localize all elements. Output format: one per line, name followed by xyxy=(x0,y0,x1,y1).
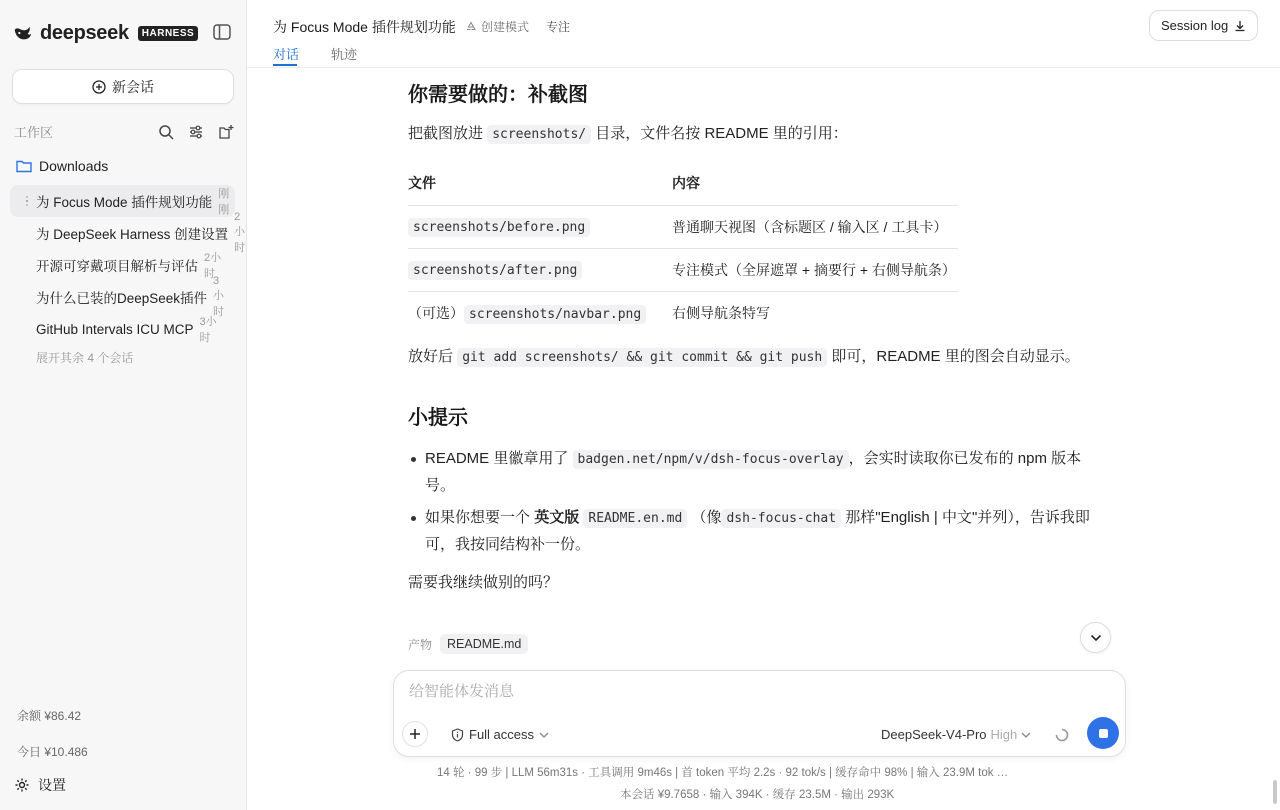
session-item[interactable] xyxy=(10,313,235,345)
chevron-down-icon xyxy=(1021,732,1031,738)
attach-button[interactable] xyxy=(402,721,428,747)
new-chat-label: 新会话 xyxy=(112,78,154,95)
stop-button[interactable] xyxy=(1087,717,1119,749)
folder-downloads[interactable] xyxy=(16,158,108,174)
message-input[interactable] xyxy=(409,683,1099,700)
text: 那样"English | 中文"并列），告诉我即可，我按同结构补一份。 xyxy=(425,509,1090,553)
text: README 里徽章用了 xyxy=(425,450,569,467)
column-header: 文件 xyxy=(408,162,672,205)
reasoning-level: High xyxy=(990,727,1018,742)
table-cell xyxy=(408,291,672,334)
folder-name: Downloads xyxy=(39,158,109,174)
plus-circle-icon xyxy=(92,80,106,94)
settings-label: 设置 xyxy=(38,777,66,793)
table-cell: 右侧导航条特写 xyxy=(672,304,770,321)
expand-more-sessions[interactable]: 展开其余 4 个会话 xyxy=(36,351,134,365)
focus-label[interactable]: 专注 xyxy=(546,20,571,34)
closing-question: 需要我继续做别的吗？ xyxy=(408,574,559,591)
text: 把截图放进 xyxy=(408,125,484,142)
access-level-select[interactable] xyxy=(451,727,549,742)
workspace-label: 工作区 xyxy=(14,125,54,140)
usage-stats: 14 轮 · 99 步 | LLM 56m31s · 工具调用 9m46s | 首 token 平均 2.2s · 92 tok/s | 缓存命中 98% | 输入 23.9M tok … xyxy=(437,767,1009,779)
filter-sliders-icon[interactable] xyxy=(188,124,204,140)
paragraph xyxy=(408,121,1108,148)
session-time: 3小时 xyxy=(213,275,225,318)
session-title: 为什么已装的DeepSeek插件 xyxy=(36,291,208,306)
session-title: 为 Focus Mode 插件规划功能 xyxy=(36,195,213,210)
logo[interactable] xyxy=(12,20,198,46)
balance: 余额 ¥86.42 xyxy=(17,709,82,723)
new-folder-icon[interactable] xyxy=(218,124,234,140)
download-icon xyxy=(1234,20,1246,32)
artifacts xyxy=(408,634,528,654)
settings-button[interactable] xyxy=(14,775,66,795)
session-item[interactable] xyxy=(10,211,246,254)
table-cell xyxy=(408,205,672,248)
table-row xyxy=(408,205,958,248)
section-heading: 你需要做的：补截图 xyxy=(408,84,588,106)
workspace-header xyxy=(14,122,234,141)
session-title: 为 DeepSeek Harness 创建设置 xyxy=(36,227,229,242)
session-item[interactable] xyxy=(10,275,235,318)
inline-code: screenshots/ xyxy=(487,125,591,144)
table-cell: 普通聊天视图（含标题区 / 输入区 / 工具卡） xyxy=(672,205,958,248)
text: ，会实时读取你已发布的 npm 版本号。 xyxy=(425,450,1082,494)
text: 即可，README 里的图会自动显示。 xyxy=(831,348,1080,365)
mode-label: 创建模式 xyxy=(481,20,530,34)
chevron-down-icon xyxy=(1090,634,1102,642)
mode-indicator[interactable] xyxy=(465,18,529,35)
paragraph xyxy=(408,344,1108,371)
session-time: 2小时 xyxy=(204,252,222,280)
active-tab-indicator xyxy=(273,64,297,66)
loading-spinner-icon xyxy=(1055,728,1069,742)
harness-badge: HARNESS xyxy=(138,26,198,41)
optional-prefix: （可选） xyxy=(408,304,464,321)
sidebar-toggle-icon[interactable] xyxy=(213,24,231,40)
tips-list xyxy=(408,446,1108,558)
session-title: GitHub Intervals ICU MCP xyxy=(36,321,194,337)
model-name: DeepSeek-V4-Pro xyxy=(881,727,987,742)
scroll-to-bottom-button[interactable] xyxy=(1080,622,1111,653)
new-chat-button[interactable] xyxy=(12,69,234,104)
gear-icon xyxy=(14,777,30,793)
table-row xyxy=(408,291,958,334)
deepseek-whale-icon xyxy=(12,22,34,44)
tab-conversation[interactable]: 对话 xyxy=(273,47,300,62)
cost-stats: 本会话 ¥9.7658 · 输入 394K · 缓存 23.5M · 输出 293K xyxy=(620,789,895,801)
session-title: 开源可穿戴项目解析与评估 xyxy=(36,259,198,274)
inline-code: dsh-focus-chat xyxy=(721,509,841,528)
file-path: screenshots/before.png xyxy=(408,218,590,237)
session-log-button[interactable] xyxy=(1149,10,1258,41)
composer xyxy=(393,670,1126,757)
artifact-file-chip[interactable]: README.md xyxy=(440,634,528,654)
loading-dots-icon xyxy=(22,195,32,207)
recycle-icon xyxy=(465,21,477,33)
sidebar xyxy=(0,0,247,810)
tab-trace[interactable]: 轨迹 xyxy=(331,47,358,62)
stop-icon xyxy=(1099,729,1108,738)
inline-code: git add screenshots/ && git commit && git push xyxy=(457,348,827,367)
folder-icon xyxy=(16,159,32,173)
column-header: 内容 xyxy=(672,162,958,205)
session-time: 刚刚 xyxy=(218,188,230,216)
inline-code: README.en.md xyxy=(583,509,687,528)
files-table xyxy=(408,162,958,334)
search-icon[interactable] xyxy=(158,124,174,140)
session-time: 3小时 xyxy=(199,316,217,344)
text: 如果你想要一个 xyxy=(425,509,531,526)
text: 放好后 xyxy=(408,348,454,365)
chevron-down-icon xyxy=(539,732,549,738)
table-row xyxy=(408,248,958,291)
session-log-label: Session log xyxy=(1161,18,1229,33)
bold-text: 英文版 xyxy=(534,509,580,526)
session-item[interactable] xyxy=(10,185,235,217)
artifact-label: 产物 xyxy=(408,637,433,652)
text: （像 xyxy=(691,509,722,526)
session-time: 2小时 xyxy=(234,211,246,254)
list-item xyxy=(408,446,1108,499)
file-path: screenshots/after.png xyxy=(408,261,582,280)
file-path: screenshots/navbar.png xyxy=(464,305,646,324)
today-spend: 今日 ¥10.486 xyxy=(17,745,88,759)
plus-icon xyxy=(409,728,421,740)
table-header-row xyxy=(408,162,958,205)
list-item xyxy=(408,505,1108,558)
access-label: Full access xyxy=(469,727,535,742)
inline-code: badgen.net/npm/v/dsh-focus-overlay xyxy=(573,450,849,469)
table-cell xyxy=(408,248,672,291)
session-list xyxy=(10,185,246,345)
logo-text: deepseek xyxy=(40,21,129,44)
text: 目录，文件名按 README 里的引用： xyxy=(595,125,848,142)
section-heading: 小提示 xyxy=(408,407,468,429)
conversation-title: 为 Focus Mode 插件规划功能 xyxy=(273,19,456,35)
table-cell: 专注模式（全屏遮罩 + 摘要行 + 右侧导航条） xyxy=(672,248,958,291)
shield-info-icon xyxy=(451,728,464,742)
scrollbar-thumb[interactable] xyxy=(1273,780,1277,804)
session-item[interactable] xyxy=(10,249,235,281)
conversation-header xyxy=(247,0,1280,68)
message-content xyxy=(408,68,1108,596)
model-select[interactable] xyxy=(881,727,1031,742)
